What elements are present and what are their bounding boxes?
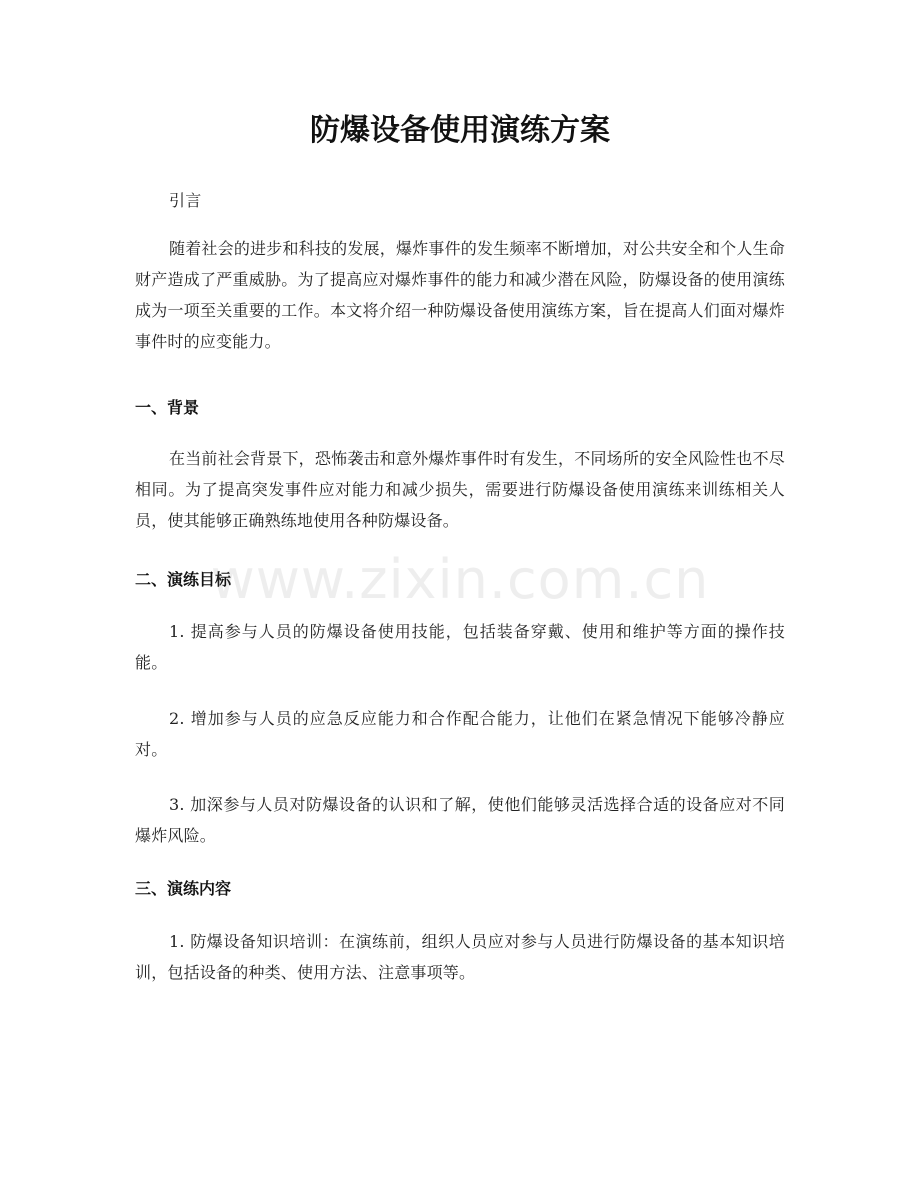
content-item-1: 1. 防爆设备知识培训：在演练前，组织人员应对参与人员进行防爆设备的基本知识培训，包括设备的种类、使用方法、注意事项等。 [135,932,785,982]
section-heading-background: 一、背景 [135,398,200,417]
watermark-text: www.zixin.com.cn [210,548,710,611]
intro-paragraph: 随着社会的进步和科技的发展，爆炸事件的发生频率不断增加，对公共安全和个人生命财产造成了严重威胁。为了提高应对爆炸事件的能力和减少潜在风险，防爆设备的使用演练成为一项至关重要的工作。本文将介绍一种防爆设备使用演练方案，旨在提高人们面对爆炸事件时的应变能力。 [135,239,785,351]
section-heading-goals: 二、演练目标 [135,570,232,589]
goal-item-1: 1. 提高参与人员的防爆设备使用技能，包括装备穿戴、使用和维护等方面的操作技能。 [135,622,785,672]
goal-item-2: 2. 增加参与人员的应急反应能力和合作配合能力，让他们在紧急情况下能够冷静应对。 [135,709,785,759]
intro-label: 引言 [169,191,202,210]
background-paragraph: 在当前社会背景下，恐怖袭击和意外爆炸事件时有发生，不同场所的安全风险性也不尽相同。为了提高突发事件应对能力和减少损失，需要进行防爆设备使用演练来训练相关人员，使其能够正确熟练地使用各种防爆设备。 [135,449,785,530]
section-heading-content: 三、演练内容 [135,879,232,898]
goal-item-3: 3. 加深参与人员对防爆设备的认识和了解，使他们能够灵活选择合适的设备应对不同爆炸风险。 [135,795,785,845]
document-title: 防爆设备使用演练方案 [310,113,610,148]
